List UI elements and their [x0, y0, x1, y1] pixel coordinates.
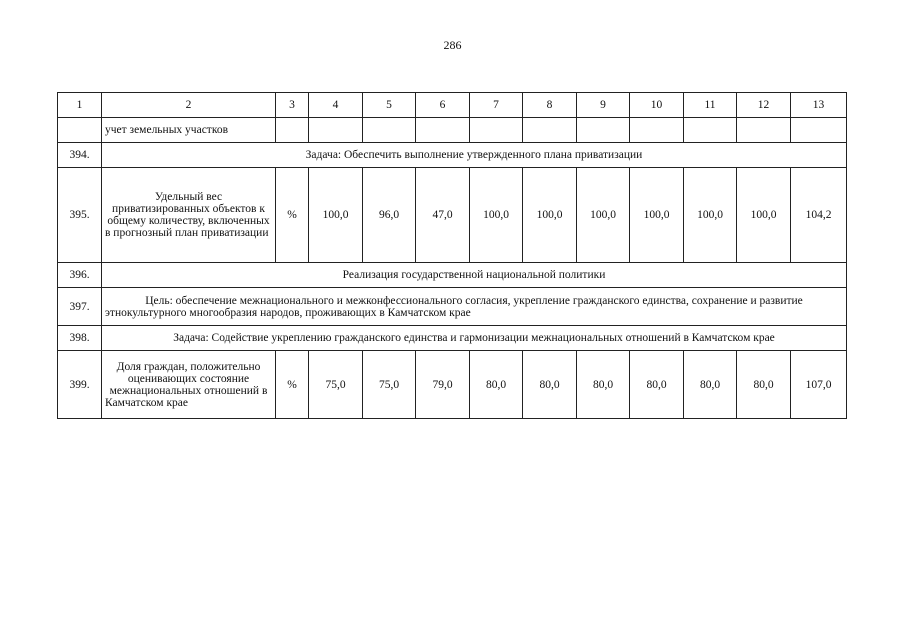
empty-cell — [523, 118, 577, 143]
value-cell: 80,0 — [470, 351, 523, 419]
value-cell: 80,0 — [684, 351, 737, 419]
value-cell: 79,0 — [416, 351, 470, 419]
indicator-name-cell: учет земельных участков — [102, 118, 276, 143]
value-cell: 100,0 — [470, 168, 523, 263]
table-row-398 — [58, 326, 847, 351]
empty-cell — [363, 118, 416, 143]
indicator-name-cell: Удельный вес приватизированных объектов к общему количеству, включенных в прогнозный план приватизации — [102, 168, 276, 263]
row-number-cell — [58, 118, 102, 143]
header-cell: 5 — [363, 93, 416, 118]
row-number-cell: 398. — [58, 326, 102, 351]
value-cell: 107,0 — [791, 351, 847, 419]
value-cell: 80,0 — [523, 351, 577, 419]
table-row-394 — [58, 143, 847, 168]
unit-cell: % — [276, 168, 309, 263]
row-number-cell: 399. — [58, 351, 102, 419]
header-cell: 2 — [102, 93, 276, 118]
empty-cell — [684, 118, 737, 143]
unit-cell: % — [276, 351, 309, 419]
indicators-table — [57, 92, 847, 419]
header-cell: 6 — [416, 93, 470, 118]
value-cell: 100,0 — [684, 168, 737, 263]
empty-cell — [630, 118, 684, 143]
value-cell: 80,0 — [630, 351, 684, 419]
value-cell: 80,0 — [737, 351, 791, 419]
row-number-cell: 395. — [58, 168, 102, 263]
row-number-cell: 396. — [58, 263, 102, 288]
table-row-397 — [58, 288, 847, 326]
page-number: 286 — [443, 38, 462, 52]
header-cell: 7 — [470, 93, 523, 118]
row-number-cell: 394. — [58, 143, 102, 168]
value-cell: 100,0 — [630, 168, 684, 263]
value-cell: 80,0 — [577, 351, 630, 419]
table-row-continued — [58, 118, 847, 143]
value-cell: 100,0 — [309, 168, 363, 263]
value-cell: 75,0 — [363, 351, 416, 419]
header-cell: 12 — [737, 93, 791, 118]
empty-cell — [276, 118, 309, 143]
empty-cell — [416, 118, 470, 143]
goal-text-cell: Цель: обеспечение межнационального и межконфессионального согласия, укрепление гражданского единства, сохранение и развитие этнокультурного многообразия народов, проживающих в Камчатском крае — [102, 288, 847, 326]
value-cell: 47,0 — [416, 168, 470, 263]
section-title-cell: Реализация государственной национальной политики — [102, 263, 847, 288]
header-cell: 11 — [684, 93, 737, 118]
header-cell: 4 — [309, 93, 363, 118]
empty-cell — [791, 118, 847, 143]
table-row-396 — [58, 263, 847, 288]
empty-cell — [577, 118, 630, 143]
value-cell: 96,0 — [363, 168, 416, 263]
row-number-cell: 397. — [58, 288, 102, 326]
task-text-cell: Задача: Обеспечить выполнение утвержденного плана приватизации — [102, 143, 847, 168]
header-cell: 10 — [630, 93, 684, 118]
empty-cell — [737, 118, 791, 143]
header-cell: 9 — [577, 93, 630, 118]
value-cell: 100,0 — [737, 168, 791, 263]
header-cell: 1 — [58, 93, 102, 118]
table-row-399 — [58, 351, 847, 419]
header-row — [58, 93, 847, 118]
value-cell: 104,2 — [791, 168, 847, 263]
empty-cell — [470, 118, 523, 143]
empty-cell — [309, 118, 363, 143]
header-cell: 8 — [523, 93, 577, 118]
table-row-395 — [58, 168, 847, 263]
header-cell: 13 — [791, 93, 847, 118]
indicator-name-cell: Доля граждан, положительно оценивающих состояние межнациональных отношений в Камчатском крае — [102, 351, 276, 419]
value-cell: 75,0 — [309, 351, 363, 419]
value-cell: 100,0 — [523, 168, 577, 263]
value-cell: 100,0 — [577, 168, 630, 263]
task-text-cell: Задача: Содействие укреплению гражданского единства и гармонизации межнациональных отношений в Камчатском крае — [102, 326, 847, 351]
header-cell: 3 — [276, 93, 309, 118]
